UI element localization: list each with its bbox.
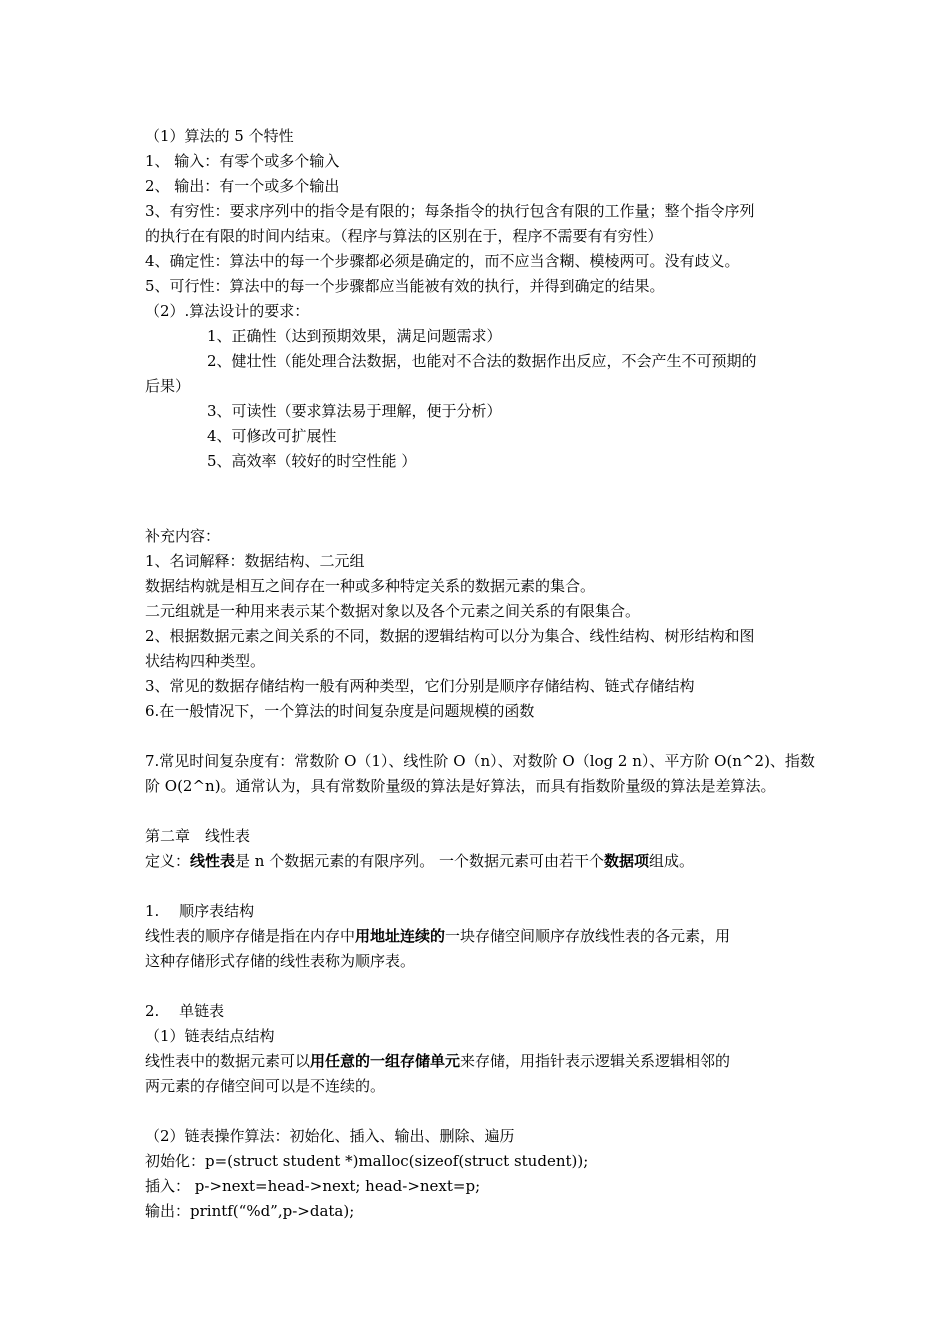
property-feasibility: 5、可行性：算法中的每一个步骤都应当能被有效的执行，并得到确定的结果。 xyxy=(145,277,665,295)
requirement-robustness-cont: 后果） xyxy=(145,377,191,395)
requirement-modifiability: 4、可修改可扩展性 xyxy=(207,427,337,445)
supplement-line: 2、根据数据元素之间关系的不同，数据的逻辑结构可以分为集合、线性结构、树形结构和图 xyxy=(145,627,755,645)
supplement-line: 状结构四种类型。 xyxy=(145,652,266,670)
property-output: 2、 输出：有一个或多个输出 xyxy=(145,177,340,195)
node-structure-desc-cont: 两元素的存储空间可以是不连续的。 xyxy=(145,1077,386,1095)
property-definiteness: 4、确定性：算法中的每一个步骤都必须是确定的，而不应当含糊、模棱两可。没有歧义。 xyxy=(145,252,740,270)
text-span: 线性表的顺序存储是指在内存中 xyxy=(145,927,356,945)
linear-list-definition xyxy=(145,849,810,874)
emphasis-contiguous: 用地址连续的 xyxy=(355,927,446,945)
requirement-correctness: 1、正确性（达到预期效果，满足问题需求） xyxy=(207,327,502,345)
term-linear-list: 线性表 xyxy=(190,852,236,870)
definition-suffix: 组成。 xyxy=(649,852,695,870)
requirement-readability: 3、可读性（要求算法易于理解，便于分析） xyxy=(207,402,502,420)
supplement-line: 二元组就是一种用来表示某个数据对象以及各个元素之间关系的有限集合。 xyxy=(145,602,641,620)
property-finiteness: 3、有穷性：要求序列中的指令是有限的；每条指令的执行包含有限的工作量；整个指令序列 xyxy=(145,202,755,220)
definition-body: 是 n 个数据元素的有限序列。 一个数据元素可由若干个 xyxy=(235,852,604,870)
section-title-algorithm-properties: （1）算法的 5 个特性 xyxy=(145,127,294,145)
sequential-list-desc-cont: 这种存储形式存储的线性表称为顺序表。 xyxy=(145,952,416,970)
linked-list-title: 2. 单链表 xyxy=(145,1002,225,1020)
complexity-line-cont: 阶 O(2^n)。通常认为，具有常数阶量级的算法是好算法，而具有指数阶量级的算法是差算法。 xyxy=(145,777,776,795)
property-input: 1、 输入：有零个或多个输入 xyxy=(145,152,340,170)
definition-prefix: 定义： xyxy=(145,852,191,870)
sequential-list-title: 1. 顺序表结构 xyxy=(145,902,255,920)
supplement-title: 补充内容： xyxy=(145,527,221,545)
chapter-title: 第二章 线性表 xyxy=(145,827,251,845)
text-span: 线性表中的数据元素可以 xyxy=(145,1052,311,1070)
property-finiteness-cont: 的执行在有限的时间内结束。（程序与算法的区别在于，程序不需要有有穷性） xyxy=(145,227,663,245)
complexity-line: 7.常见时间复杂度有：常数阶 O（1）、线性阶 O（n）、对数阶 O（log 2 n）、平方阶 O(n^2)、指数 xyxy=(145,752,815,770)
text-span: 一块存储空间顺序存放线性表的各元素，用 xyxy=(445,927,731,945)
node-structure-desc xyxy=(145,1049,810,1074)
op-insert: 插入： p->next=head->next; head->next=p; xyxy=(145,1177,481,1195)
op-output: 输出：printf(“%d”,p->data); xyxy=(145,1202,355,1220)
supplement-line: 数据结构就是相互之间存在一种或多种特定关系的数据元素的集合。 xyxy=(145,577,596,595)
node-structure-title: （1）链表结点结构 xyxy=(145,1027,275,1045)
requirement-efficiency: 5、高效率（较好的时空性能 ） xyxy=(207,452,417,470)
requirement-robustness: 2、健壮性（能处理合法数据，也能对不合法的数据作出反应，不会产生不可预期的 xyxy=(207,352,757,370)
supplement-line: 1、名词解释：数据结构、二元组 xyxy=(145,552,365,570)
section-title-design-requirements: （2）.算法设计的要求： xyxy=(145,302,310,320)
term-data-item: 数据项 xyxy=(604,852,650,870)
text-span: 来存储，用指针表示逻辑关系逻辑相邻的 xyxy=(460,1052,731,1070)
sequential-list-desc xyxy=(145,924,810,949)
supplement-line: 6.在一般情况下，一个算法的时间复杂度是问题规模的函数 xyxy=(145,702,535,720)
supplement-line: 3、常见的数据存储结构一般有两种类型，它们分别是顺序存储结构、链式存储结构 xyxy=(145,677,695,695)
op-init: 初始化：p=(struct student *)malloc(sizeof(struct student)); xyxy=(145,1152,589,1170)
document-page xyxy=(145,124,815,1224)
operations-title: （2）链表操作算法：初始化、插入、输出、删除、遍历 xyxy=(145,1127,515,1145)
emphasis-any-storage: 用任意的一组存储单元 xyxy=(310,1052,461,1070)
